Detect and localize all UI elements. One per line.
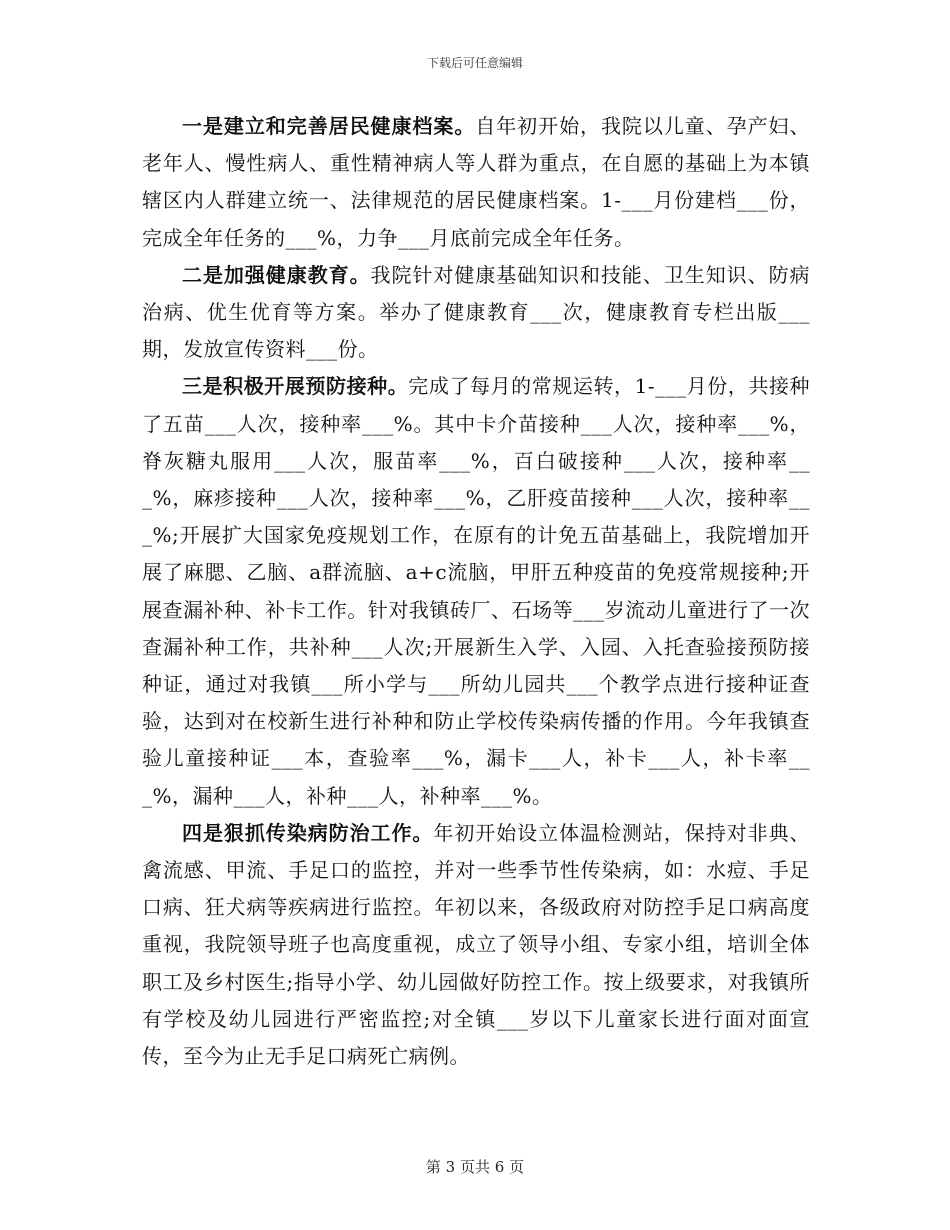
document-body (142, 108, 810, 1075)
paragraph-text: 自年初开始，我院以儿童、孕产妇、老年人、慢性病人、重性精神病人等人群为重点，在自愿的基础上为本镇辖区内人群建立统一、法律规范的居民健康档案。1-___月份建档___份，完成全年任务的___%，力争___月底前完成全年任务。 (142, 114, 811, 250)
paragraph-health-records (142, 108, 810, 257)
paragraph-vaccination (142, 368, 810, 814)
paragraph-text: 完成了每月的常规运转，1-___月份，共接种了五苗___人次，接种率___%。其中卡介苗接种___人次，接种率___%，脊灰糖丸服用___人次，服苗率___%，百白破接种___人次，接种率___%，麻疹接种___人次，接种率___%，乙肝疫苗接种___人次，接种率___%;开展扩大国家免疫规划工作，在原有的计免五苗基础上，我院增加开展了麻腮、乙脑、a群流脑、a+c流脑，甲肝五种疫苗的免疫常规接种;开展查漏补种、补卡工作。针对我镇砖厂、石场等___岁流动儿童进行了一次查漏补种工作，共补种___人次;开展新生入学、入园、入托查验接预防接种证，通过对我镇___所小学与___所幼儿园共___个教学点进行接种证查验，达到对在校新生进行补种和防止学校传染病传播的作用。今年我镇查验儿童接种证___本，查验率___%，漏卡___人，补卡___人，补卡率___%，漏种___人，补种___人，补种率___%。 (142, 374, 811, 808)
paragraph-text: 我院针对健康基础知识和技能、卫生知识、防病治病、优生优育等方案。举办了健康教育___次，健康教育专栏出版___期，发放宣传资料___份。 (142, 262, 811, 362)
page-number: 第 3 页共 6 页 (425, 1158, 525, 1176)
paragraph-lead: 三是积极开展预防接种。 (182, 374, 409, 399)
paragraph-text: 年初开始设立体温检测站，保持对非典、禽流感、甲流、手足口的监控，并对一些季节性传染病，如：水痘、手足口病、狂犬病等疾病进行监控。年初以来，各级政府对防控手足口病高度重视，我院领导班子也高度重视，成立了领导小组、专家小组，培训全体职工及乡村医生;指导小学、幼儿园做好防控工作。按上级要求，对我镇所有学校及幼儿园进行严密监控;对全镇___岁以下儿童家长进行面对面宣传，至今为止无手足口病死亡病例。 (142, 820, 811, 1069)
page-header-note: 下载后可任意编辑 (426, 56, 523, 70)
paragraph-infectious-disease (142, 815, 810, 1075)
paragraph-health-education (142, 257, 810, 369)
paragraph-lead: 四是狠抓传染病防治工作。 (182, 820, 434, 845)
paragraph-lead: 一是建立和完善居民健康档案。 (182, 114, 476, 138)
paragraph-lead: 二是加强健康教育。 (182, 262, 371, 287)
